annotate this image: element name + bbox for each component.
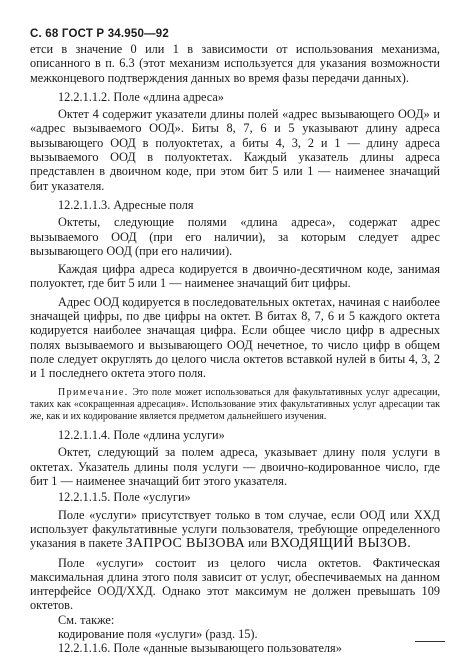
- see-also-label: См. также:: [58, 612, 115, 627]
- section-heading-12-2-1-1-3: 12.2.1.1.3. Адресные поля: [58, 197, 194, 212]
- page-header: С. 68 ГОСТ Р 34.950—92: [30, 28, 169, 40]
- section-heading-12-2-1-1-5: 12.2.1.1.5. Поле «услуги»: [58, 490, 191, 505]
- note-label: Примечание.: [58, 386, 129, 398]
- conjunction-or: или: [248, 536, 268, 551]
- paragraph-continuation: етси в значение 0 или 1 в зависимости от использования механизма, описанного в п. 6.3 (этот механизм используется для указания возможности межконцевого подтверждения данных во время фазы передачи данных).: [30, 42, 440, 85]
- section-heading-12-2-1-1-6: 12.2.1.1.6. Поле «данные вызывающего пользователя»: [58, 641, 342, 656]
- note-paragraph: [30, 387, 440, 424]
- paragraph-dte-address: Адрес ООД кодируется в последовательных октетах, начиная с наиболее значащей цифры, по две цифры на октет. В битах 8, 7, 6 и 5 каждого октета кодируется наиболее значащая цифра. Если общее число цифр в адресных полях вызываемого и вызывающего ООД нечетное, то число цифр в общем поле следует округлять до целого числа октетов вставкой нулей в биты 4, 3, 2 и 1 последнего октета этого поля.: [30, 294, 440, 381]
- section-heading-12-2-1-1-4: 12.2.1.1.4. Поле «длина услуги»: [58, 428, 225, 443]
- facilities-text: Поле «услуги» присутствует только в том случае, если ООД или ХХД использует факультативные услуги пользователя, требующие определенного указания в пакете: [30, 507, 440, 551]
- packet-call-request: ЗАПРОС ВЫЗОВА: [125, 536, 246, 552]
- note-text: Это поле может использоваться для факультативных услуг адресации, таких как «сокращенная адресация». Использование этих факультативных услуг адресации так же, как и их кодирование является предметом дальнейшего изучения.: [30, 386, 441, 422]
- section-heading-12-2-1-1-2: 12.2.1.1.2. Поле «длина адреса»: [58, 89, 224, 104]
- paragraph-digit-coding: Каждая цифра адреса кодируется в двоично-десятичном коде, занимая полуоктет, где бит 5 или 1 — наименее значащий бит цифры.: [30, 262, 440, 291]
- paragraph-address-fields: Октеты, следующие полями «длина адреса», содержат адрес вызываемого ООД (при его наличии), за которым следует адрес вызывающего ООД (при его наличии).: [30, 215, 440, 258]
- footer-divider: [415, 641, 445, 642]
- paragraph-facilities: [30, 508, 440, 552]
- paragraph-facility-octets: Поле «услуги» состоит из целого числа октетов. Фактическая максимальная длина этого поля зависит от услуг, обеспечиваемых на данном интерфейсе ООД/ХХД. Однако этот максимум не должен превышать 109 октетов.: [30, 555, 440, 613]
- paragraph-address-length: Октет 4 содержит указатели длины полей «адрес вызывающего ООД» и «адрес вызываемого ООД». Биты 8, 7, 6 и 5 указывают длину адреса вызывающего ООД в полуоктетах, а биты 4, 3, 2 и 1 — длину адреса вызываемого ООД в полуоктетах. Каждый указатель длины адреса представлен в двоичном коде, при этом бит 5 или 1 — наименее значащий бит указателя.: [30, 107, 440, 193]
- document-body: [30, 42, 440, 656]
- see-also-reference: кодирование поля «услуги» (разд. 15).: [58, 627, 258, 641]
- paragraph-facility-length: Октет, следующий за полем адреса, указывает длину поля услуги в октетах. Указатель длины поля услуги — двоично-кодированное число, где бит 1 — наименее значащий бит этого указателя.: [30, 445, 440, 489]
- packet-incoming-call: ВХОДЯЩИЙ ВЫЗОВ.: [270, 536, 412, 552]
